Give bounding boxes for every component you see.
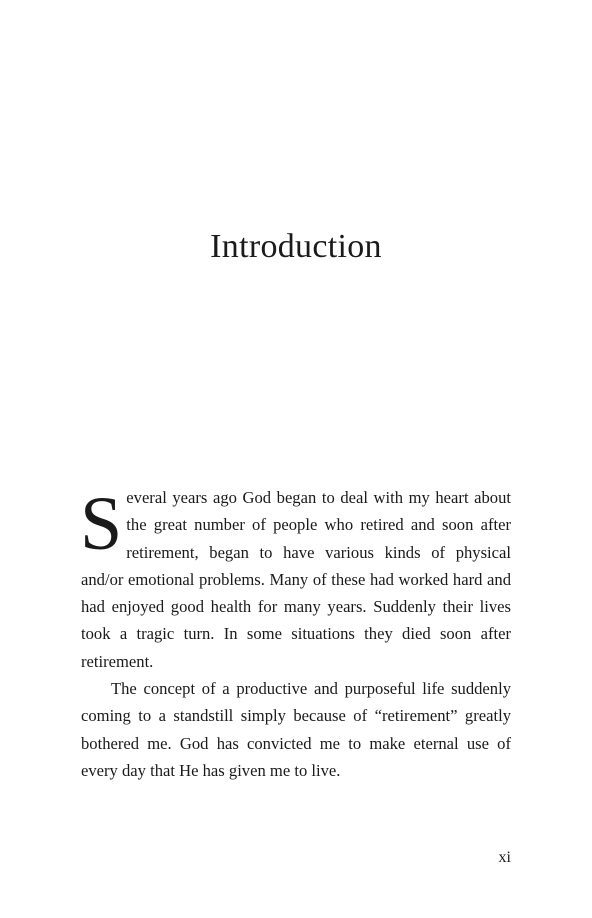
- paragraph-1-text: everal years ago God began to deal with my heart about the great number of people who retired and soon after retirement, began to have various kinds of physical and/or emotional problems. Many of these had worked hard and had enjoyed good health for many years. Suddenly their lives took a tragic turn. In some situations they died soon after retirement.: [81, 488, 511, 671]
- paragraph-2: The concept of a productive and purposeful life suddenly coming to a standstill simply because of “retirement” greatly bothered me. God has convicted me to make eternal use of every day that He has given me to live.: [81, 679, 511, 780]
- page-number: xi: [498, 849, 511, 866]
- chapter-body: [81, 484, 511, 784]
- chapter-title: Introduction: [210, 228, 382, 265]
- paragraph-1: [81, 484, 511, 675]
- drop-cap: S: [80, 482, 123, 566]
